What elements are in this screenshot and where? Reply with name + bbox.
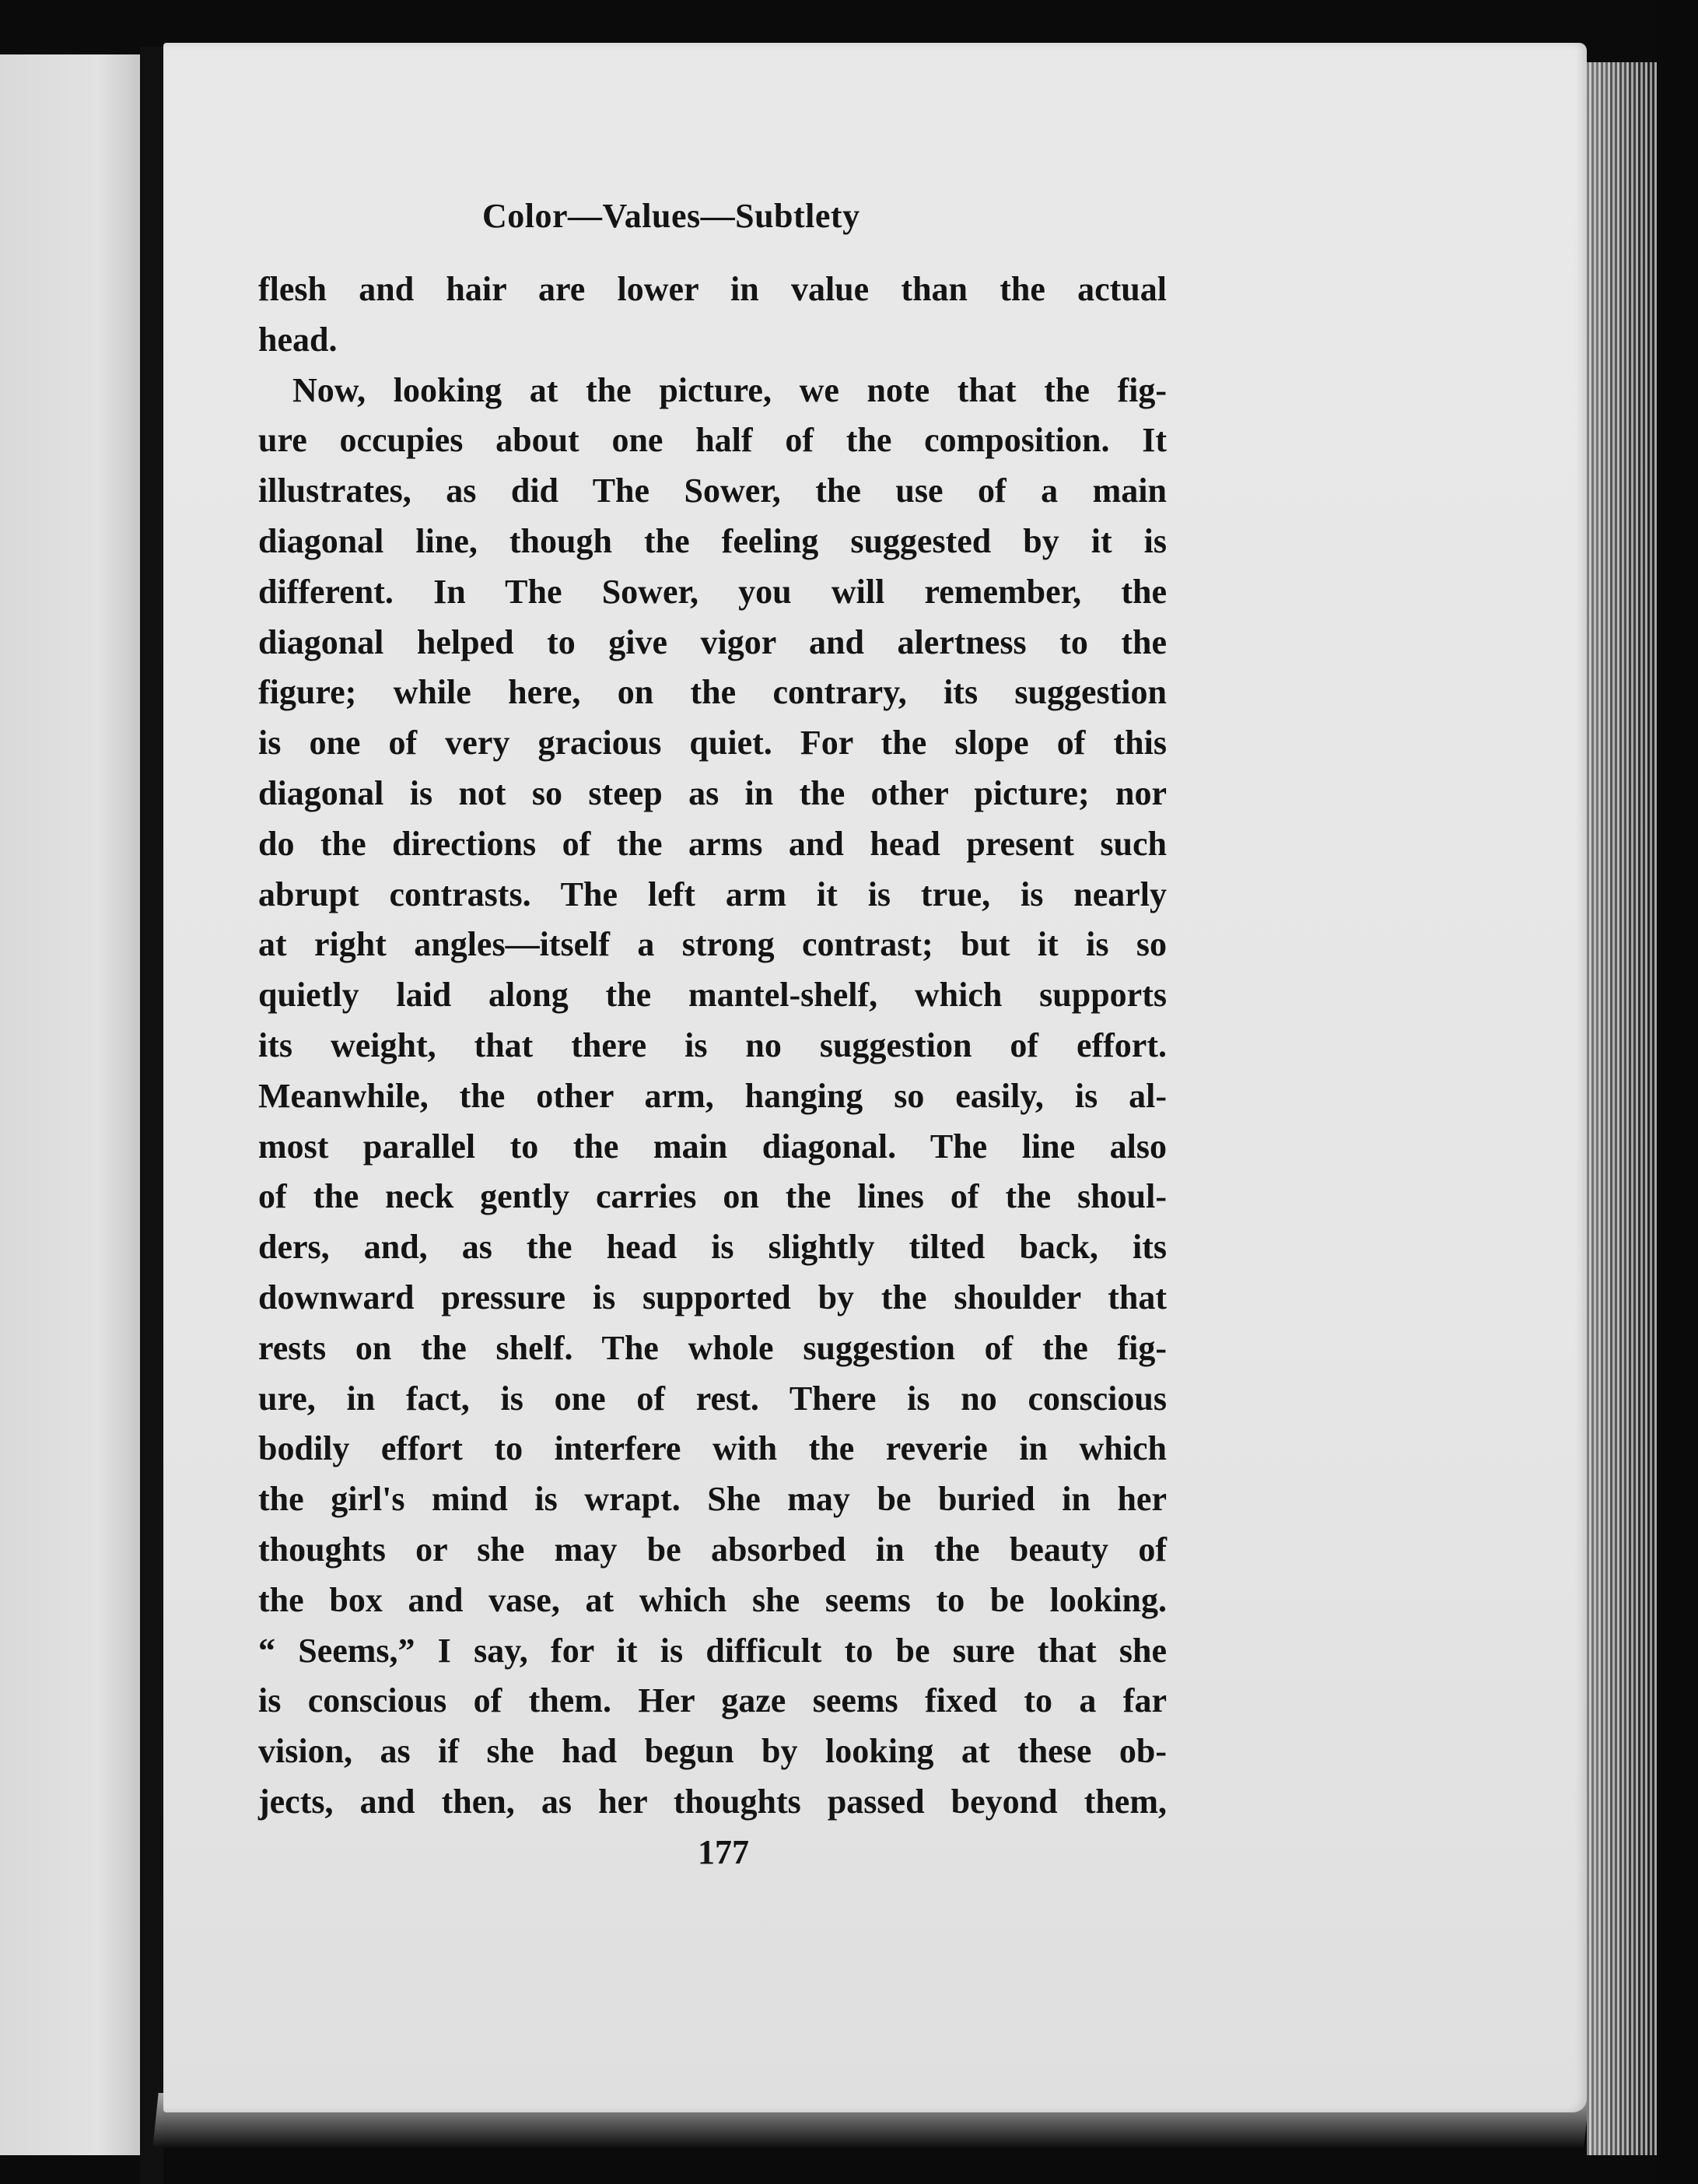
- text-line: quietly laid along the mantel-shelf, which supports: [258, 976, 1167, 1015]
- text-line: ure occupies about one half of the composition. It: [258, 421, 1167, 460]
- text-line: bodily effort to interfere with the reverie in which: [258, 1429, 1167, 1468]
- text-line: most parallel to the main diagonal. The line also: [258, 1127, 1167, 1166]
- text-line: Meanwhile, the other arm, hanging so easily, is al-: [258, 1076, 1167, 1115]
- text-line: of the neck gently carries on the lines of the shoul-: [258, 1177, 1167, 1216]
- text-line: abrupt contrasts. The left arm it is true, is nearly: [258, 875, 1167, 913]
- text-line: diagonal helped to give vigor and alertness to the: [258, 622, 1167, 661]
- text-line: thoughts or she may be absorbed in the beauty of: [258, 1530, 1167, 1569]
- page-edges-shade: [1587, 62, 1657, 2155]
- text-line: figure; while here, on the contrary, its suggestion: [258, 673, 1167, 712]
- text-line: is one of very gracious quiet. For the slope of this: [258, 724, 1167, 762]
- text-line: different. In The Sower, you will remember, the: [258, 572, 1167, 611]
- text-line: do the directions of the arms and head present such: [258, 824, 1167, 863]
- text-line: rests on the shelf. The whole suggestion of the fig-: [258, 1328, 1167, 1367]
- scan-border: [1657, 0, 1698, 2184]
- text-line: “ Seems,” I say, for it is difficult to be sure that she: [258, 1631, 1167, 1670]
- body-text: [258, 265, 1167, 1828]
- text-line: the box and vase, at which she seems to be looking.: [258, 1580, 1167, 1619]
- text-line: ders, and, as the head is slightly tilted back, its: [258, 1228, 1167, 1267]
- text-line: vision, as if she had begun by looking at these ob-: [258, 1732, 1167, 1771]
- left-page-edge: [0, 54, 140, 2155]
- text-line: flesh and hair are lower in value than the actual: [258, 270, 1167, 308]
- text-line: diagonal line, though the feeling suggested by it is: [258, 521, 1167, 560]
- text-line: at right angles—itself a strong contrast; but it is so: [258, 925, 1167, 964]
- text-line: its weight, that there is no suggestion of effort.: [258, 1025, 1167, 1064]
- book-gutter: [140, 47, 163, 2184]
- text-line: downward pressure is supported by the shoulder that: [258, 1278, 1167, 1316]
- text-line: the girl's mind is wrapt. She may be buried in her: [258, 1480, 1167, 1519]
- text-line: ure, in fact, is one of rest. There is no conscious: [258, 1379, 1167, 1418]
- text-line: diagonal is not so steep as in the other picture; nor: [258, 773, 1167, 812]
- page-number: 177: [698, 1833, 749, 1871]
- text-line: head.: [258, 320, 338, 359]
- text-line: illustrates, as did The Sower, the use of a main: [258, 472, 1167, 510]
- text-line: is conscious of them. Her gaze seems fixed to a far: [258, 1681, 1167, 1720]
- text-line: Now, looking at the picture, we note that the fig-: [292, 370, 1167, 409]
- text-line: jects, and then, as her thoughts passed beyond them,: [258, 1782, 1167, 1821]
- running-head: Color—Values—Subtlety: [482, 197, 860, 235]
